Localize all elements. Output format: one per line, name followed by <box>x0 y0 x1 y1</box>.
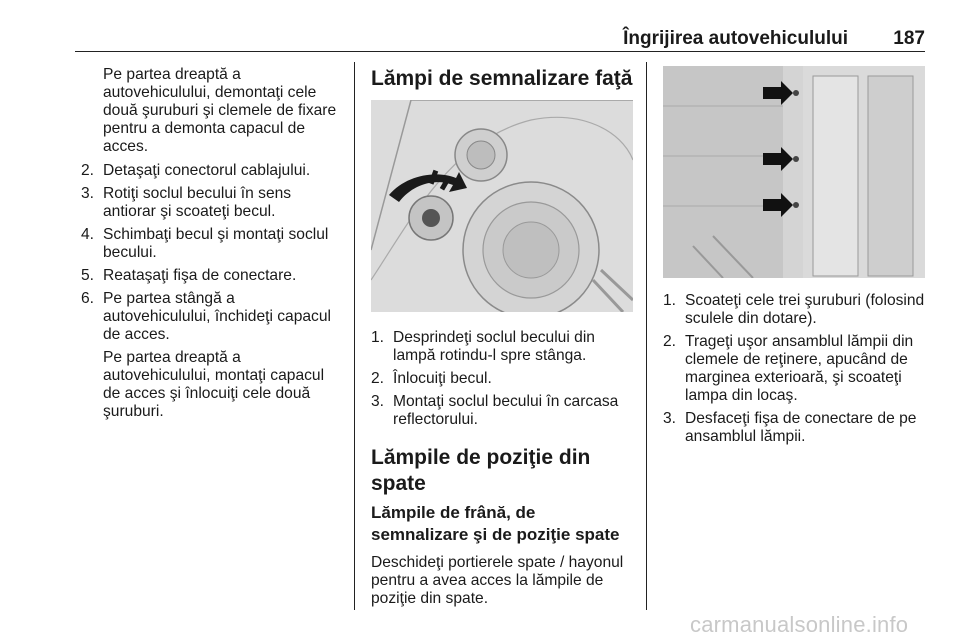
sub-heading: Lămpile de frână, de semnalizare şi de poziţie spate <box>371 503 620 544</box>
step-number: 3. <box>371 393 385 410</box>
step-text: Reataşaţi fişa de conectare. <box>103 267 297 284</box>
step-number: 4. <box>81 226 95 243</box>
step-number: 3. <box>663 410 677 427</box>
rear-lamp-illustration <box>663 66 925 278</box>
column-middle <box>371 66 633 608</box>
column-divider-left <box>354 62 355 610</box>
step-text: Rotiţi soclul becului în sens antiorar şi scoateţi becul. <box>103 185 292 220</box>
list-item <box>663 292 925 328</box>
steps-list <box>81 162 343 344</box>
step-text: Desprindeţi soclul becului din lampă rotindu-l spre stânga. <box>393 329 595 364</box>
step-text: Schimbaţi becul şi montaţi soclul becului. <box>103 226 329 261</box>
step-text: Pe partea stângă a autovehiculului, închideţi capacul de acces. <box>103 290 331 343</box>
step-text: Desfaceţi fişa de conectare de pe ansamblul lămpii. <box>685 410 917 445</box>
list-item <box>81 162 343 180</box>
column-right <box>663 66 925 451</box>
list-item <box>81 290 343 344</box>
chapter-title: Îngrijirea autovehiculului <box>623 28 848 49</box>
step-number: 5. <box>81 267 95 284</box>
step-number: 2. <box>81 162 95 179</box>
step-text: Scoateţi cele trei şuruburi (folosind sculele din dotare). <box>685 292 925 327</box>
headlamp-illustration <box>371 100 633 312</box>
list-item <box>371 329 633 365</box>
step-number: 6. <box>81 290 95 307</box>
page-header <box>75 27 925 52</box>
list-item <box>663 333 925 405</box>
step-number: 3. <box>81 185 95 202</box>
column-divider-right <box>646 62 647 610</box>
steps-list <box>663 292 925 446</box>
headlamp-drawing <box>371 100 633 312</box>
step-number: 2. <box>663 333 677 350</box>
step-text: Înlocuiţi becul. <box>393 370 492 387</box>
step-text: Trageţi uşor ansamblul lămpii din clemele de reţinere, apucând de marginea exterioară, şi scoateţi lampa din locaş. <box>685 333 914 404</box>
continuation-paragraph: Pe partea dreaptă a autovehiculului, demontaţi cele două şuruburi şi clemele de fixare pentru a demonta capacul de acces. <box>103 66 337 155</box>
step-text: Detaşaţi conectorul cablajului. <box>103 162 311 179</box>
list-item <box>371 370 633 388</box>
step-text: Montaţi soclul becului în carcasa reflectorului. <box>393 393 619 428</box>
rear-lamp-drawing <box>663 66 925 278</box>
column-left <box>81 66 343 426</box>
list-item <box>81 185 343 221</box>
step-number: 1. <box>371 329 385 346</box>
section-heading: Lămpi de semnalizare faţă <box>371 67 633 90</box>
list-item <box>81 267 343 285</box>
step-number: 1. <box>663 292 677 309</box>
list-item <box>81 226 343 262</box>
list-item <box>371 393 633 429</box>
body-paragraph: Deschideţi portierele spate / hayonul pentru a avea acces la lămpile de poziţie din spate. <box>371 554 624 607</box>
continuation-paragraph: Pe partea dreaptă a autovehiculului, montaţi capacul de acces şi înlocuiţi cele două şuruburi. <box>103 349 325 420</box>
page-number: 187 <box>893 28 925 49</box>
step-number: 2. <box>371 370 385 387</box>
list-item <box>663 410 925 446</box>
watermark: carmanualsonline.info <box>690 612 909 637</box>
steps-list <box>371 329 633 429</box>
section-heading: Lămpile de poziţie din spate <box>371 446 591 495</box>
